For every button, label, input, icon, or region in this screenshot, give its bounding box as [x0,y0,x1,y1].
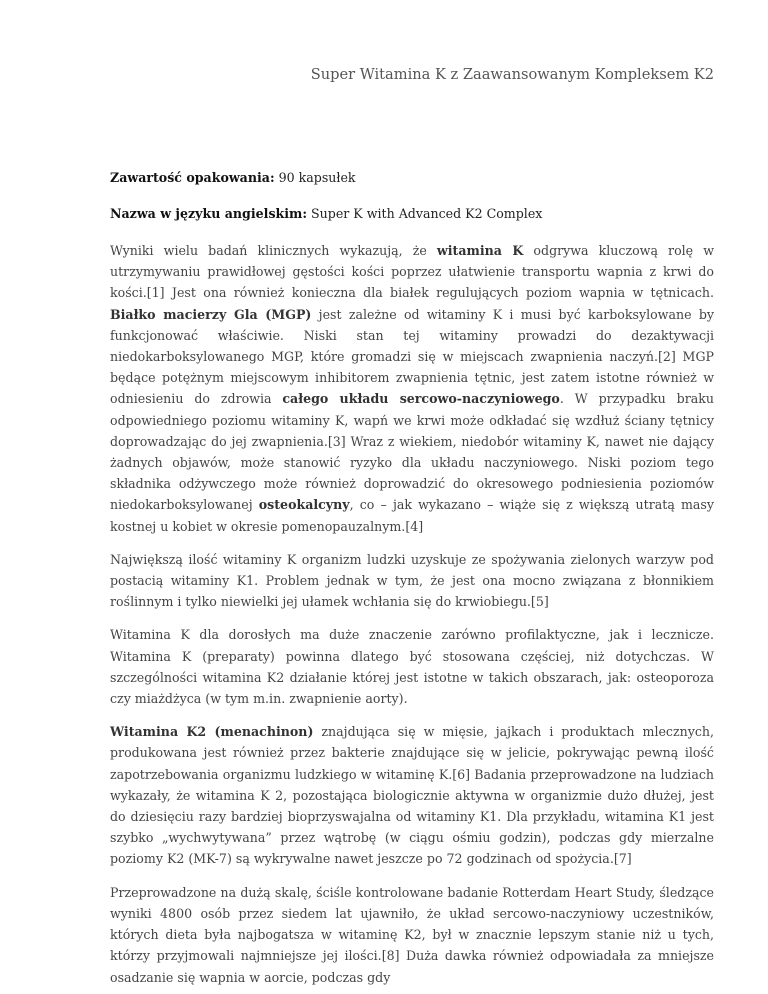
p1-bold-cardiovascular: całego układu sercowo-naczyniowego [282,391,560,407]
p2-text-1: Największą ilość witaminy K organizm ludzki uzyskuje ze spożywania zielonych warzyw pod postacią witaminy K1. Problem jednak w tym, że jest ona mocno związana z błonnikiem roślinnym i tylko niewielki jej ułamek wchłania się do krwiobiegu.[5] [110,551,714,610]
paragraph-vitamin-k-role [110,240,714,537]
p4-bold-menaquinone: Witamina K2 (menachinon) [110,724,314,740]
paragraph-vitamin-k2 [110,721,714,869]
paragraph-vitamin-k-adults [110,624,714,709]
paragraph-rotterdam-study [110,882,714,985]
p3-text-1: Witamina K dla dorosłych ma duże znaczenie zarówno profilaktyczne, jak i lecznicze. Witamina K (preparaty) powinna dlatego być stosowana częściej, niż dotychczas. W szczególności witamina K2 działanie której jest istotne w takich obszarach, jak: osteoporoza czy miażdżyca (w tym m.in. zwapnienie aorty). [110,627,714,707]
p5-text-1: Przeprowadzone na dużą skalę, ściśle kontrolowane badanie Rotterdam Heart Study, śledzące wyniki 4800 osób przez siedem lat ujawniło, że układ sercowo-naczyniowy uczestników, których dieta była najbogatsza w witaminę K2, był w znacznie lepszym stanie niż u tych, którzy przyjmowali najmniejsze jej ilości.[8] Duża dawka również odpowiadała za mniejsze osadzanie się wapnia w aorcie, podczas gdy [110,884,714,985]
package-contents-value: 90 kapsułek [274,170,356,185]
document-title: Super Witamina K z Zaawansowanym Kompleksem K2 [310,66,714,83]
p1-bold-vitamin-k: witamina K [436,243,524,258]
english-name-value: Super K with Advanced K2 Complex [307,206,543,221]
package-contents [110,168,714,188]
p1-text-2: odgrywa kluczową rolę w utrzymywaniu prawidłowej gęstości kości poprzez ułatwienie transportu wapnia z krwi do kości.[1] Jest ona również konieczna dla białek regulujących poziom wapnia w tętnicach. [110,243,714,301]
p1-text-3: jest zależne od witaminy K i musi być karboksylowane by funkcjonować właściwie. Niski stan tej witaminy prowadzi do dezaktywacji niedokarboksylowanego MGP, które gromadzi się w miejscach zwapnienia naczyń.[2] MGP będące potężnym miejscowym inhibitorem zwapnienia tętnic, jest zatem istotne również w odniesieniu do zdrowia [110,306,714,407]
p1-text-5: , co – jak wykazano – wiąże się z większą utratą masy kostnej u kobiet w okresie pomenopauzalnym.[4] [110,497,714,534]
document-body [110,168,715,985]
p1-text-1: Wyniki wielu badań klinicznych wykazują, że [110,243,437,258]
p1-bold-osteocalcin: osteokalcyny [258,497,350,513]
p1-bold-mgp: Białko macierzy Gla (MGP) [110,306,312,322]
p1-text-4: . W przypadku braku odpowiedniego poziomu witaminy K, wapń we krwi może odkładać się wzdłuż ściany tętnicy doprowadzając do jej zwapnienia.[3] Wraz z wiekiem, niedobór witaminy K, nawet nie dający żadnych objawów, może stanowić ryzyko dla układu naczyniowego. Niski poziom tego składnika odżywczego może również doprowadzić do okresowego podniesienia poziomów niedokarboksylowanej [110,391,715,513]
english-name [110,204,714,224]
english-name-label: Nazwa w języku angielskim: [110,206,308,221]
p4-text-1: znajdująca się w mięsie, jajkach i produktach mlecznych, produkowana jest również przez bakterie znajdujące się w jelicie, pokrywając pewną ilość zapotrzebowania organizmu ludzkiego w witaminę K.[6] Badania przeprowadzone na ludziach wykazały, że witamina K 2, pozostająca biologicznie aktywna w organizmie dużo dłużej, jest do dziesięciu razy bardziej bioprzyswajalna od witaminy K1. Dla przykładu, witamina K1 jest szybko „wychwytywana” przez wątrobę (w ciągu ośmiu godzin), podczas gdy mierzalne poziomy K2 (MK-7) są wykrywalne nawet jeszcze po 72 godzinach od spożycia.[7] [110,724,715,867]
package-contents-label: Zawartość opakowania: [110,170,275,185]
paragraph-vitamin-k1-sources [110,549,714,613]
